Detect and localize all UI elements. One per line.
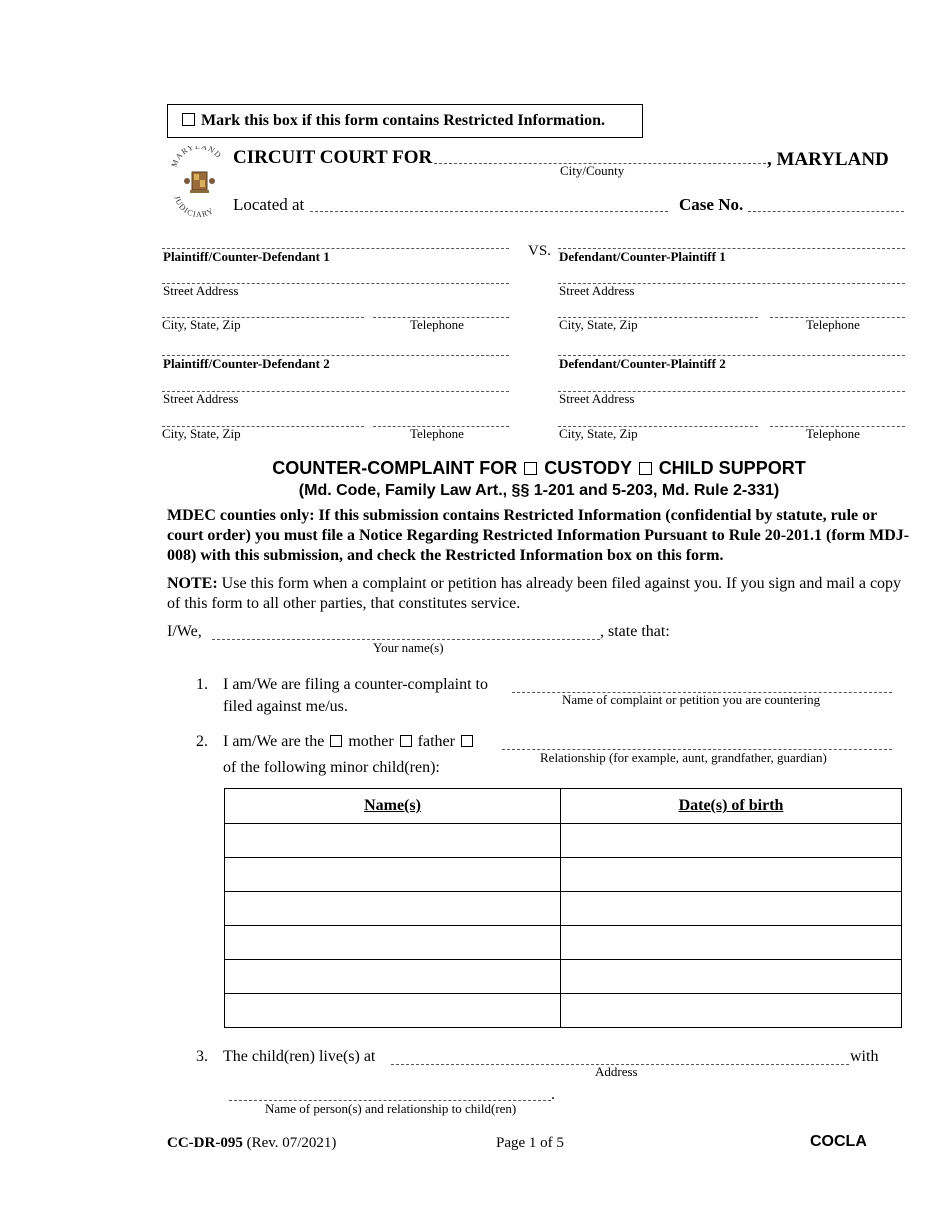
father-checkbox[interactable] [400, 735, 412, 747]
item-3-text: The child(ren) live(s) at [223, 1048, 376, 1065]
child-dob-cell[interactable] [561, 858, 902, 892]
children-table-header [225, 789, 902, 824]
iwe-prefix: I/We, [167, 623, 202, 640]
svg-text:JUDICIARY [172, 195, 215, 218]
mdec-notice: MDEC counties only: If this submission contains Restricted Information (confidential by statute, rule or court order) you must file a Notice Regarding Restricted Information Pursuant to Rule 20-201.1 (form MDJ-008) with this submission, and check the Restricted Information box on this form. [167, 507, 910, 564]
case-no-label: Case No. [679, 195, 744, 214]
footer-form-id: CC-DR-095 [167, 1135, 243, 1151]
located-at-label: Located at [233, 195, 305, 214]
custody-checkbox[interactable] [524, 462, 537, 475]
located-at-field[interactable] [310, 211, 668, 212]
defendant-2-city-caption: City, State, Zip [559, 426, 638, 441]
defendant-1-role: Defendant/Counter-Plaintiff 1 [559, 249, 726, 264]
restricted-info-label: Mark this box if this form contains Restricted Information. [201, 112, 605, 129]
footer-form-id-row [167, 1135, 336, 1152]
table-header-dob: Date(s) of birth [561, 789, 902, 824]
table-header-names: Name(s) [225, 789, 561, 824]
defendant-1-city-caption: City, State, Zip [559, 317, 638, 332]
svg-text:MARYLAND [170, 146, 224, 168]
court-prefix: CIRCUIT COURT FOR [233, 147, 433, 168]
child-name-cell[interactable] [225, 858, 561, 892]
item-2-text: I am/We are the [223, 733, 325, 750]
child-name-cell[interactable] [225, 926, 561, 960]
child-dob-cell[interactable] [561, 960, 902, 994]
children-table [224, 788, 902, 1028]
child-name-cell[interactable] [225, 892, 561, 926]
child-name-cell[interactable] [225, 994, 561, 1028]
plaintiff-1-street-caption: Street Address [163, 283, 239, 298]
plaintiff-1-phone-caption: Telephone [410, 317, 464, 332]
case-no-field[interactable] [748, 211, 904, 212]
item-2-line2: of the following minor child(ren): [223, 759, 440, 776]
child-name-cell[interactable] [225, 824, 561, 858]
other-relationship-checkbox[interactable] [461, 735, 473, 747]
defendant-1-phone-caption: Telephone [806, 317, 860, 332]
defendant-1-street-caption: Street Address [559, 283, 635, 298]
item-1-number: 1. [196, 676, 208, 693]
item-3-period: . [551, 1086, 555, 1103]
defendant-2-phone-caption: Telephone [806, 426, 860, 441]
item-1-text: I am/We are filing a counter-complaint to [223, 676, 488, 693]
seal-icon [168, 146, 230, 218]
plaintiff-1-role: Plaintiff/Counter-Defendant 1 [163, 249, 330, 264]
vs-label: VS. [528, 243, 551, 259]
state-suffix: , MARYLAND [767, 149, 889, 170]
child-name-cell[interactable] [225, 960, 561, 994]
item-2-caption: Relationship (for example, aunt, grandfather, guardian) [540, 750, 827, 765]
child-support-checkbox[interactable] [639, 462, 652, 475]
mother-checkbox[interactable] [330, 735, 342, 747]
table-row [225, 824, 902, 858]
child-dob-cell[interactable] [561, 926, 902, 960]
item-2-number: 2. [196, 733, 208, 750]
restricted-info-checkbox[interactable] [182, 113, 195, 126]
table-row [225, 892, 902, 926]
item-3-address-caption: Address [595, 1064, 638, 1079]
plaintiff-2-role: Plaintiff/Counter-Defendant 2 [163, 356, 330, 371]
your-names-caption: Your name(s) [373, 640, 444, 655]
note-text: Use this form when a complaint or petition has already been filed against you. If you sign and mail a copy of this form to all other parties, that constitutes service. [167, 575, 902, 612]
title-option-custody: CUSTODY [544, 458, 632, 478]
defendant-2-street-caption: Street Address [559, 391, 635, 406]
table-row [225, 858, 902, 892]
note-label: NOTE: [167, 575, 218, 592]
footer-page: Page 1 of 5 [496, 1135, 564, 1151]
defendant-2-role: Defendant/Counter-Plaintiff 2 [559, 356, 726, 371]
seal-bottom-text: JUDICIARY [172, 194, 216, 218]
seal-top-text: MARYLAND [169, 146, 224, 169]
iwe-suffix: , state that: [600, 623, 670, 640]
city-county-caption: City/County [560, 163, 625, 178]
child-dob-cell[interactable] [561, 824, 902, 858]
table-row [225, 994, 902, 1028]
footer-code: COCLA [810, 1133, 867, 1150]
title-option-child-support: CHILD SUPPORT [658, 458, 806, 478]
maryland-judiciary-seal [168, 146, 230, 218]
note-paragraph [167, 574, 912, 614]
title-prefix: COUNTER-COMPLAINT FOR [272, 458, 518, 478]
item-3-person-caption: Name of person(s) and relationship to child(ren) [265, 1101, 517, 1116]
item-1-line2: filed against me/us. [223, 698, 348, 715]
child-dob-cell[interactable] [561, 994, 902, 1028]
item-3-number: 3. [196, 1048, 208, 1065]
footer-rev: (Rev. 07/2021) [242, 1135, 337, 1151]
plaintiff-2-street-caption: Street Address [163, 391, 239, 406]
plaintiff-1-city-caption: City, State, Zip [162, 317, 241, 332]
table-row [225, 926, 902, 960]
form-title [0, 458, 950, 479]
form-subtitle: (Md. Code, Family Law Art., §§ 1-201 and 5-203, Md. Rule 2-331) [298, 482, 780, 499]
item-2-row [223, 733, 475, 751]
item-2-mother: mother [348, 733, 394, 750]
plaintiff-2-phone-caption: Telephone [410, 426, 464, 441]
table-row [225, 960, 902, 994]
item-1-caption: Name of complaint or petition you are countering [562, 692, 821, 707]
plaintiff-2-city-caption: City, State, Zip [162, 426, 241, 441]
item-3-with: with [850, 1048, 879, 1065]
child-dob-cell[interactable] [561, 892, 902, 926]
item-2-father: father [417, 733, 455, 750]
restricted-info-row [180, 112, 605, 130]
